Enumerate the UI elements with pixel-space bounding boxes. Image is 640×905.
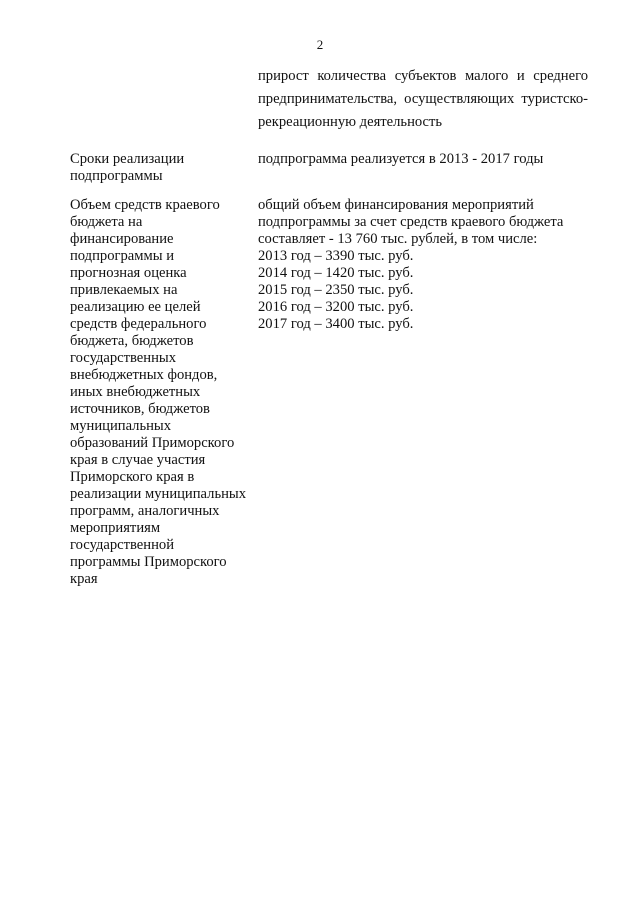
label-line: реализацию ее целей <box>70 299 201 315</box>
label-line: внебюджетных фондов, <box>70 367 218 383</box>
label-line: Объем средств краевого <box>70 197 220 213</box>
funding-year-line: 2016 год – 3200 тыс. руб. <box>258 299 414 315</box>
funding-year-line: 2017 год – 3400 тыс. руб. <box>258 316 414 332</box>
label-line: подпрограммы и <box>70 248 175 264</box>
continuation-line: рекреационную деятельность <box>258 114 443 130</box>
page-number: 2 <box>316 37 324 52</box>
label-line: государственной <box>70 537 175 553</box>
continuation-line: предпринимательства, осуществляющих туристско- <box>258 91 588 107</box>
label-line: Приморского края в <box>70 469 195 485</box>
value-line: общий объем финансирования мероприятий <box>258 197 534 213</box>
label-line: мероприятиям <box>70 520 161 536</box>
label-line: программ, аналогичных <box>70 503 220 519</box>
label-line: программы Приморского <box>70 554 227 570</box>
label-line: подпрограммы <box>70 168 163 184</box>
continuation-line: прирост количества субъектов малого и среднего <box>258 68 588 84</box>
label-line: прогнозная оценка <box>70 265 187 281</box>
value-line: составляет - 13 760 тыс. рублей, в том числе: <box>258 231 538 247</box>
label-line: Сроки реализации <box>70 151 185 167</box>
label-line: государственных <box>70 350 177 366</box>
value-line: подпрограммы за счет средств краевого бюджета <box>258 214 564 230</box>
funding-year-line: 2013 год – 3390 тыс. руб. <box>258 248 414 264</box>
label-line: края <box>70 571 98 587</box>
funding-year-line: 2015 год – 2350 тыс. руб. <box>258 282 414 298</box>
funding-year-line: 2014 год – 1420 тыс. руб. <box>258 265 414 281</box>
row-label-funding-volume <box>70 197 255 588</box>
label-line: иных внебюджетных <box>70 384 201 400</box>
label-line: источников, бюджетов <box>70 401 210 417</box>
row-value-funding-volume <box>258 197 603 333</box>
label-line: края в случае участия <box>70 452 206 468</box>
row-label-implementation-terms <box>70 151 255 185</box>
label-line: муниципальных <box>70 418 172 434</box>
label-line: финансирование <box>70 231 174 247</box>
label-line: бюджета на <box>70 214 143 230</box>
row-value-implementation-terms <box>258 151 603 168</box>
label-line: привлекаемых на <box>70 282 178 298</box>
label-line: средств федерального <box>70 316 207 332</box>
label-line: бюджета, бюджетов <box>70 333 194 349</box>
value-line: подпрограмма реализуется в 2013 - 2017 годы <box>258 151 544 167</box>
label-line: реализации муниципальных <box>70 486 247 502</box>
label-line: образований Приморского <box>70 435 235 451</box>
passport-continuation-text <box>258 68 588 137</box>
